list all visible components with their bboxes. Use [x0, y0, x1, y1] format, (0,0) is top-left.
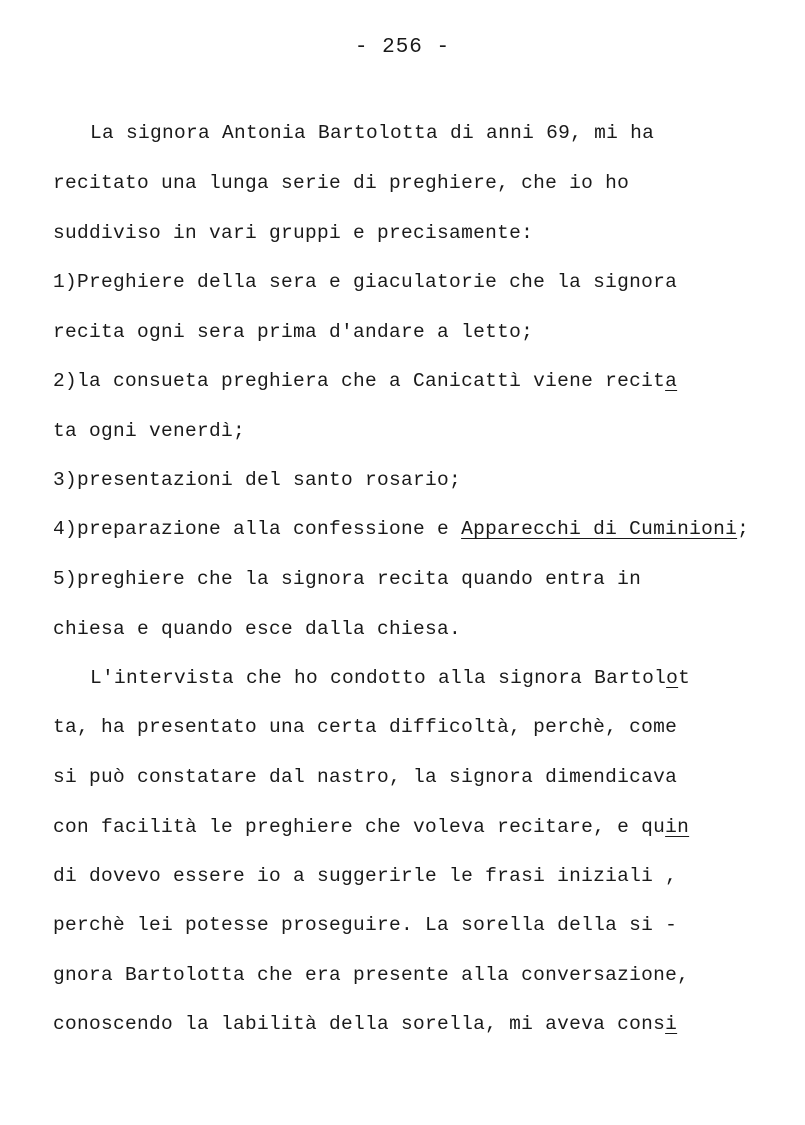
text-line: recita ogni sera prima d'andare a letto; — [53, 321, 534, 343]
text-line: La signora Antonia Bartolotta di anni 69, mi ha — [90, 122, 655, 144]
list-item-3: 3)presentazioni del santo rosario; — [53, 469, 462, 491]
page-number: - 256 - — [354, 36, 451, 59]
text-line: L'intervista che ho condotto alla signora Bartolot — [90, 667, 691, 689]
text-line: perchè lei potesse proseguire. La sorella della si - — [53, 914, 678, 936]
text-line: suddiviso in vari gruppi e precisamente: — [53, 222, 534, 244]
list-item-2: 2)la consueta preghiera che a Canicattì viene recita — [53, 370, 678, 392]
text-line: ta, ha presentato una certa difficoltà, perchè, come — [53, 716, 678, 738]
list-item-5: 5)preghiere che la signora recita quando entra in — [53, 568, 642, 590]
underlined-title: Apparecchi di Cuminioni — [461, 518, 738, 540]
list-item-4: 4)preparazione alla confessione e Apparecchi di Cuminioni; — [53, 518, 750, 540]
text-line: con facilità le preghiere che voleva recitare, e quin — [53, 816, 690, 838]
text-line: recitato una lunga serie di preghiere, che io ho — [53, 172, 630, 194]
text-line: conoscendo la labilità della sorella, mi aveva consi — [53, 1013, 678, 1035]
underlined-text: i — [665, 1013, 678, 1035]
text-line: chiesa e quando esce dalla chiesa. — [53, 618, 462, 640]
text-line: si può constatare dal nastro, la signora dimendicava — [53, 766, 678, 788]
underlined-text: a — [665, 370, 678, 392]
text-line: gnora Bartolotta che era presente alla conversazione, — [53, 964, 690, 986]
underlined-text: in — [665, 816, 690, 838]
list-item-1: 1)Preghiere della sera e giaculatorie che la signora — [53, 271, 678, 293]
underlined-text: o — [666, 667, 679, 689]
text-line: ta ogni venerdì; — [53, 420, 246, 442]
text-line: di dovevo essere io a suggerirle le frasi iniziali , — [53, 865, 678, 887]
